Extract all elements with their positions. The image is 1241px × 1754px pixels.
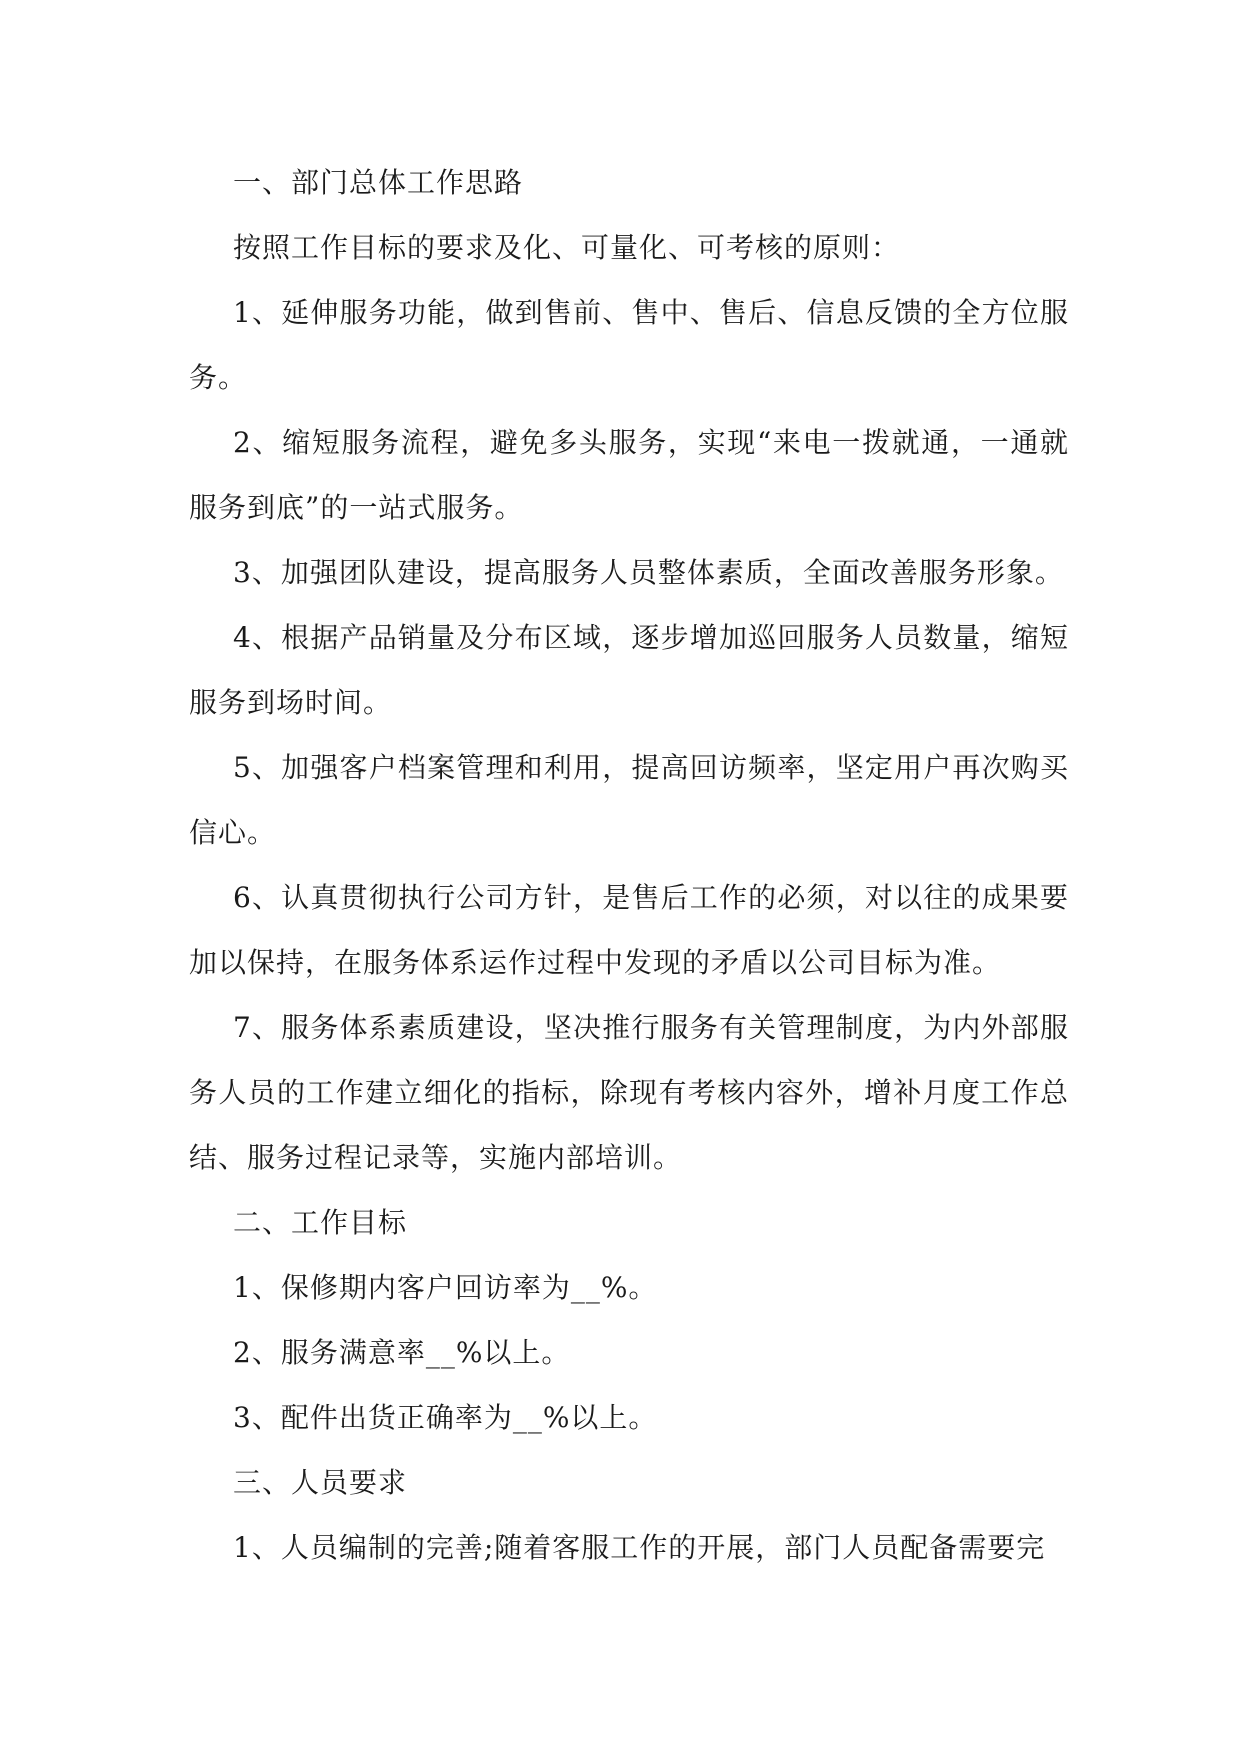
list-item: 4、根据产品销量及分布区域，逐步增加巡回服务人员数量，缩短服务到场时间。 xyxy=(189,621,1069,719)
list-item: 1、保修期内客户回访率为__%。 xyxy=(233,1271,658,1304)
section-heading: 三、人员要求 xyxy=(233,1466,408,1499)
list-item: 5、加强客户档案管理和利用，提高回访频率，坚定用户再次购买信心。 xyxy=(189,751,1069,849)
paragraph: 按照工作目标的要求及化、可量化、可考核的原则： xyxy=(233,231,901,264)
list-item: 3、加强团队建设，提高服务人员整体素质，全面改善服务形象。 xyxy=(233,556,1064,589)
section-heading: 二、工作目标 xyxy=(233,1206,408,1239)
list-item: 1、延伸服务功能，做到售前、售中、售后、信息反馈的全方位服务。 xyxy=(189,296,1069,394)
list-item: 1、人员编制的完善;随着客服工作的开展，部门人员配备需要完 xyxy=(233,1531,1046,1564)
list-item: 2、服务满意率__%以上。 xyxy=(233,1336,571,1369)
list-item: 7、服务体系素质建设，坚决推行服务有关管理制度，为内外部服务人员的工作建立细化的指标，除现有考核内容外，增补月度工作总结、服务过程记录等，实施内部培训。 xyxy=(189,1011,1069,1174)
list-item: 2、缩短服务流程，避免多头服务，实现“来电一拨就通，一通就服务到底”的一站式服务。 xyxy=(189,426,1069,524)
list-item: 3、配件出货正确率为__%以上。 xyxy=(233,1401,658,1434)
list-item: 6、认真贯彻执行公司方针，是售后工作的必须，对以往的成果要加以保持，在服务体系运作过程中发现的矛盾以公司目标为准。 xyxy=(189,881,1069,979)
document-body xyxy=(189,150,1069,1580)
section-heading: 一、部门总体工作思路 xyxy=(233,166,524,199)
